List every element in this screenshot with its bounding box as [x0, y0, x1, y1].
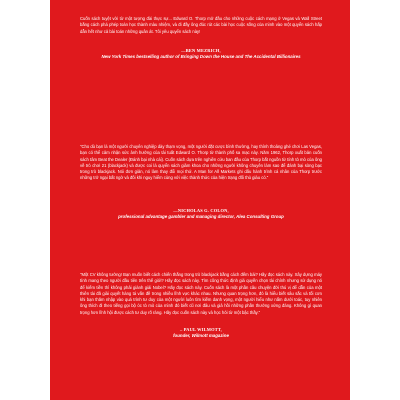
attribution-name-3: – PAUL WILMOTT,: [180, 327, 222, 332]
attribution-name-2: —NICHOLAS G. COLON,: [173, 208, 229, 213]
back-cover: [50, 0, 350, 400]
quote-text-2: "Cho dù bạn là một người chuyên nghiệp dày thạm vọng, một người đặt cược bình thường, hay thính thoảng ghé chơi Las Vegas, bạn có thể cảm nhận sức ảnh hưởng của tài tuất Edward O. Thorp từ thành phố sa mạc này. Năm 1962, Thorp xuất bản cuốn sách tâm Beat the Dealer (Đánh bại nhà cái). Cuốn sách dựa trên nghiên cứu ban đầu của Thorp bắt nguồn từ tính tỏ mò của ông về trò chơi 21 (blackjack) và được coi là quyển sách giảm khoa cho những người không chuyên làm sao để đánh bại sòng bạc trong trò blackjack. Nói đơn giản, nó làm thay đổi mọi thứ. A Man for All Markets ghi dấu hành trình cá nhân của Thorp trước những trở ngại bất ngờ và đôi khi nguy hiểm cùng với việc thành thức của hiện trạng đối thủ giàu có.": [80, 144, 322, 181]
quote-attribution-2: [80, 208, 322, 221]
attribution-role-1: New York Times bestselling author of Bringing Down the House and The Accidental Billionaires: [101, 54, 301, 60]
quote-text-3: "Một CV không tưởng! Bạn muốn biết cách chiến thắng trong trò blackjack bằng cách đếm bài? Hãy đọc sách này. Xây dựng máy tính mang theo người đầu tiên trên thế giới? Hãy đọc sách này. Tìm công thức định giá quyền chọn tài chính nhưng sử dụng nó để kiếm tiền thì không phải giành giải Nobel? Hãy đọc sách này. Cuốn sách là một phần câu chuyện đời thú vị để dẫn của một thiên tài đã giải quyết hàng tá vấn đề trong nhiều lĩnh vực khác nhau. Nhưng quan trọng hơn, đó là hiểu biết sâu sắc và tối cơn khi bạn thăm nhập vào quá trình tư duy của một người luôn tìm kiếm danh vọng, một người hiểu như nắm dưới toác, tuy nhiên ông thích đi theo tiếng gọi bộ óc tò mò của mình đó biết cũ nơi đâu và giả hồi những phần thưởng xứng đáng. Không gì quan trọng hơn lĩnh hội được cách tư duy rõ ràng. Hãy đọc cuốn sách này và học hỏi từ một bậc thầy.": [80, 272, 322, 315]
quote-attribution-3: [80, 327, 322, 340]
attribution-role-2: professional advantage gambler and managing director, Alea Consulting Group: [118, 214, 284, 220]
attribution-name-1: —BEN MEZRICH,: [181, 48, 221, 53]
quote-attribution-1: [80, 48, 322, 61]
quote-text-1: Cuốn sách tuyệt vời từ một tượng đài thực sự... Edward O. Thorp mở đầu cho những cuộc cách mạng ở Vegas và Wall Street bằng cách phá phép toán học thành màu nhiệm, và đi đầy ông đúc rút các bài học cuộc sống của mình vào một quyển sách hấp dẫn hết như cả bài toán những quân át. Tôi yêu quyển sách này!: [80, 16, 322, 34]
attribution-role-3: founder, Wilmott magazine: [173, 333, 229, 339]
